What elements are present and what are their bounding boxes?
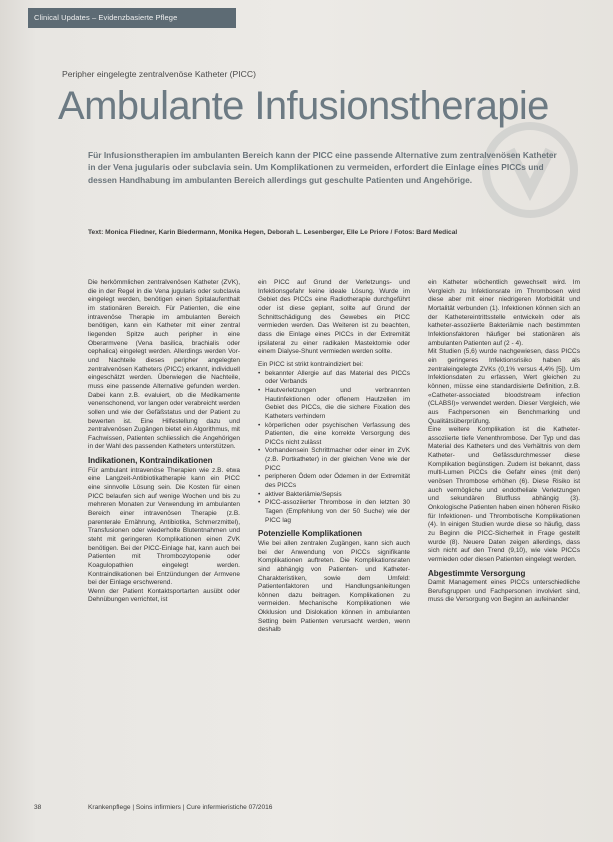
paragraph: ein Katheter wöchentlich gewechselt wird. Im Vergleich zu Infektionsrate im Thrombosen wird diese aber mit einer niedrigeren Morbidität und Mortalität verbunden (1). Infektionen können sich an der Kathetereintrittsstelle entwickeln oder als katheter-assoziierte Bakteriämie nach bestimmten Infektionsfaktoren häufiger bei stationären als ambulanten Patienten auf (2 - 4). — [428, 279, 580, 347]
paragraph: Wie bei allen zentralen Zugängen, kann sich auch bei der Anwendung von PICCs signifikante Komplikationen auftreten. Die Komplikationsraten sind abhängig von Patienten- und Katheter-Charakteristiken, sowie dem Umfeld: Patientenfaktoren und Handlungsanleitungen können dazu beitragen. Komplikationen zu vermeiden. Mechanische Komplikationen wie Okklusion und Dislokation können in ambulanten Setting beim Patienten verursacht werden, wenn deshalb — [258, 539, 410, 634]
list-item: • aktiver Bakteriämie/Sepsis — [258, 491, 410, 500]
text-column-2 — [258, 279, 410, 635]
section-header: Clinical Updates – Evidenzbasierte Pflege — [28, 8, 236, 28]
paragraph: Für ambulant intravenöse Therapien wie z.B. etwa eine Langzeit-Antibiotikatherapie kann ein PICC eine sinnvolle Lösung sein. Die Kosten für einen PICC belaufen sich auf wenige Wochen und bis zu mehreren Monaten zur Verwendung im ambulanten Bereich einer intravenösen Therapie (z.B. parenterale Ernährung, Antibiotika, Schmerzmittel), Transfusionen oder wiederholte Blutentnahmen und steht mit geringeren Komplikationen einen ZVK benötigen. Bei der PICC-Einlage hat, kann auch bei Patienten mit Thrombozytopenie oder Koagulopathien eingelegt werden. Kontraindikationen bei Entzündungen der Armvene bei der Einlage erschwerend. — [88, 466, 240, 587]
list-item: • peripheren Ödem oder Ödemen in der Extremität des PICCs — [258, 473, 410, 490]
subheading-coordinated-care: Abgestimmte Versorgung — [428, 568, 526, 578]
article-title: Ambulante Infusionstherapie — [58, 84, 549, 128]
paragraph: Die herkömmlichen zentralvenösen Katheter (ZVK), die in der Regel in die Vena jugularis oder subclavia eingelegt werden, benötigen einen Spitalaufenthalt im stationären Bereich. Für Patienten, die eine intravenöse Therapie im ambulanten Bereich benötigen, kann ein Katheter mit einer zentral liegenden Spitze auch peripher in eine Oberarmvene (Vena basilica, brachialis oder cephalica) eingelegt werden. Allerdings werden Vor- und Nachteile dieses peripher angelegten zentralvenösen Katheters (PICC) erkannt, individuell eingeschätzt werden. Überwiegen die Nachteile, muss eine passende Alternative gefunden werden. Dabei kann z.B. evaluiert, ob die Medikamente venenschonend, vor langen oder verabreicht werden sollen und wie der Gefäßstatus und der Patient zu bewerten ist. Eine Hilfestellung dazu und zentralvenösen Zugängen bietet ein Algorithmus, mit Fachwissen, Patienten schliesslich die Angehörigen in der Wahl des passenden Katheters unterstützen. — [88, 279, 240, 451]
paragraph: Damit Management eines PICCs unterschiedliche Berufsgruppen und Fachpersonen involviert sind, muss die Versorgung von Beginn an aufeinander — [428, 579, 580, 604]
page-number: 38 — [34, 804, 42, 811]
subheading-indications: Indikationen, Kontraindikationen — [88, 456, 213, 466]
list-item: • Vorhandensein Schrittmacher oder einer im ZVK (z.B. Portkatheter) in der gleichen Vene wie der PICC — [258, 447, 410, 473]
journal-footer: Krankenpflege | Soins infirmiers | Cure infermieristiche 07/2016 — [88, 804, 273, 811]
paragraph: Ein PICC ist strikt kontraindiziert bei: — [258, 360, 364, 368]
subheading-complications: Potenzielle Komplikationen — [258, 529, 363, 539]
list-item: • Hautverletzungen und verbrannten Hautinfektionen oder offenem Hautzellen im Gebiet des PICCs, die die sichere Fixation des Katheters verhindern — [258, 387, 410, 422]
article-lead: Für Infusionstherapien im ambulanten Bereich kann der PICC eine passende Alternative zum zentralvenösen Katheter in der Vena jugularis oder subclavia sein. Um Komplikationen zu vermeiden, erfordert die Einlage eines PICCs und dessen Handhabung im ambulanten Bereich allerdings gut geschulte Patienten und Angehörige. — [88, 150, 557, 185]
article-kicker: Peripher eingelegte zentralvenöse Katheter (PICC) — [62, 69, 256, 79]
paragraph: Mit Studien (5,6) wurde nachgewiesen, dass PICCs ein geringeres Infektionsrisiko haben als zentraleingelegte ZVKs (0,1% versus 4,4% [5]). Um Infektionsdaten zu erfassen, Wert gleichen zu können, müsse eine standardisierte Definition, z.B. «Catheter-associated bloodstream infection (CLABSI)» verwendet werden. Dieser Vergleich, wie aus Fachpersonen ein Benchmarking und Qualitätsüberprüfung. — [428, 348, 580, 425]
list-item: • körperlichen oder psychischen Verfassung des Patienten, die eine korrekte Versorgung des PICCs nicht zulässt — [258, 422, 410, 448]
text-column-3 — [428, 279, 580, 605]
contraindication-list — [258, 370, 410, 526]
paragraph: Eine weitere Komplikation ist die Katheter-assoziierte tiefe Venenthrombose. Der Typ und das Material des Katheters und des Verhältnis von dem Katheter- und Gefässdurchmesser diese Komplikation begünstigen. Zudem ist bekannt, dass multi-Lumen PICCs die Gefahr eines (mit den) venösen Thrombose erhöhen (6). Diese Risiko ist auch vermögliche und endotheliale Verletzungen und sekundären Blutfluss abhängig (3). Onkologische Patienten haben einen höheren Risiko für Infektionen- und Thrombotische Komplikationen (4). In einigen Studien wurde diese so häufig, dass zu Beginn die PICC-Sicherheit in Frage gestellt wurde (8). Neuere Daten zeigen allerdings, dass sich nicht auf den Trend (9,10), wie viele PICCs vermieden oder diesen Patienten eingelegt werden. — [428, 426, 580, 563]
paragraph: Wenn der Patient Kontaktsportarten ausübt oder Dehnübungen verrichtet, ist — [88, 587, 240, 604]
paragraph: ein PICC auf Grund der Verletzungs- und Infektionsgefahr keine ideale Lösung. Wurde im Gebiet des PICCs eine Radiotherapie durchgeführt oder ist diese geplant, sollte auf Grund der Schnittschädigung des Gewebes ein PICC vermieden werden. Das Weiteren ist zu beachten, dass die Einlage eines PICCs in der Extremität ipsilateral zu einer radikalen Mastektomie oder einem Dialyse-Shunt vermieden werden sollte. — [258, 279, 410, 356]
article-byline: Text: Monica Fliedner, Karin Biedermann, Monika Hegen, Deborah L. Lesenberger, Elle Le Priore / Fotos: Bard Medical — [88, 229, 458, 236]
list-item: • bekannter Allergie auf das Material des PICCs oder Verbands — [258, 370, 410, 387]
list-item: • PICC-assoziierter Thrombose in den letzten 30 Tagen (Empfehlung von der 50 Suche) wie der PICC lag — [258, 499, 410, 525]
text-column-1 — [88, 279, 240, 605]
